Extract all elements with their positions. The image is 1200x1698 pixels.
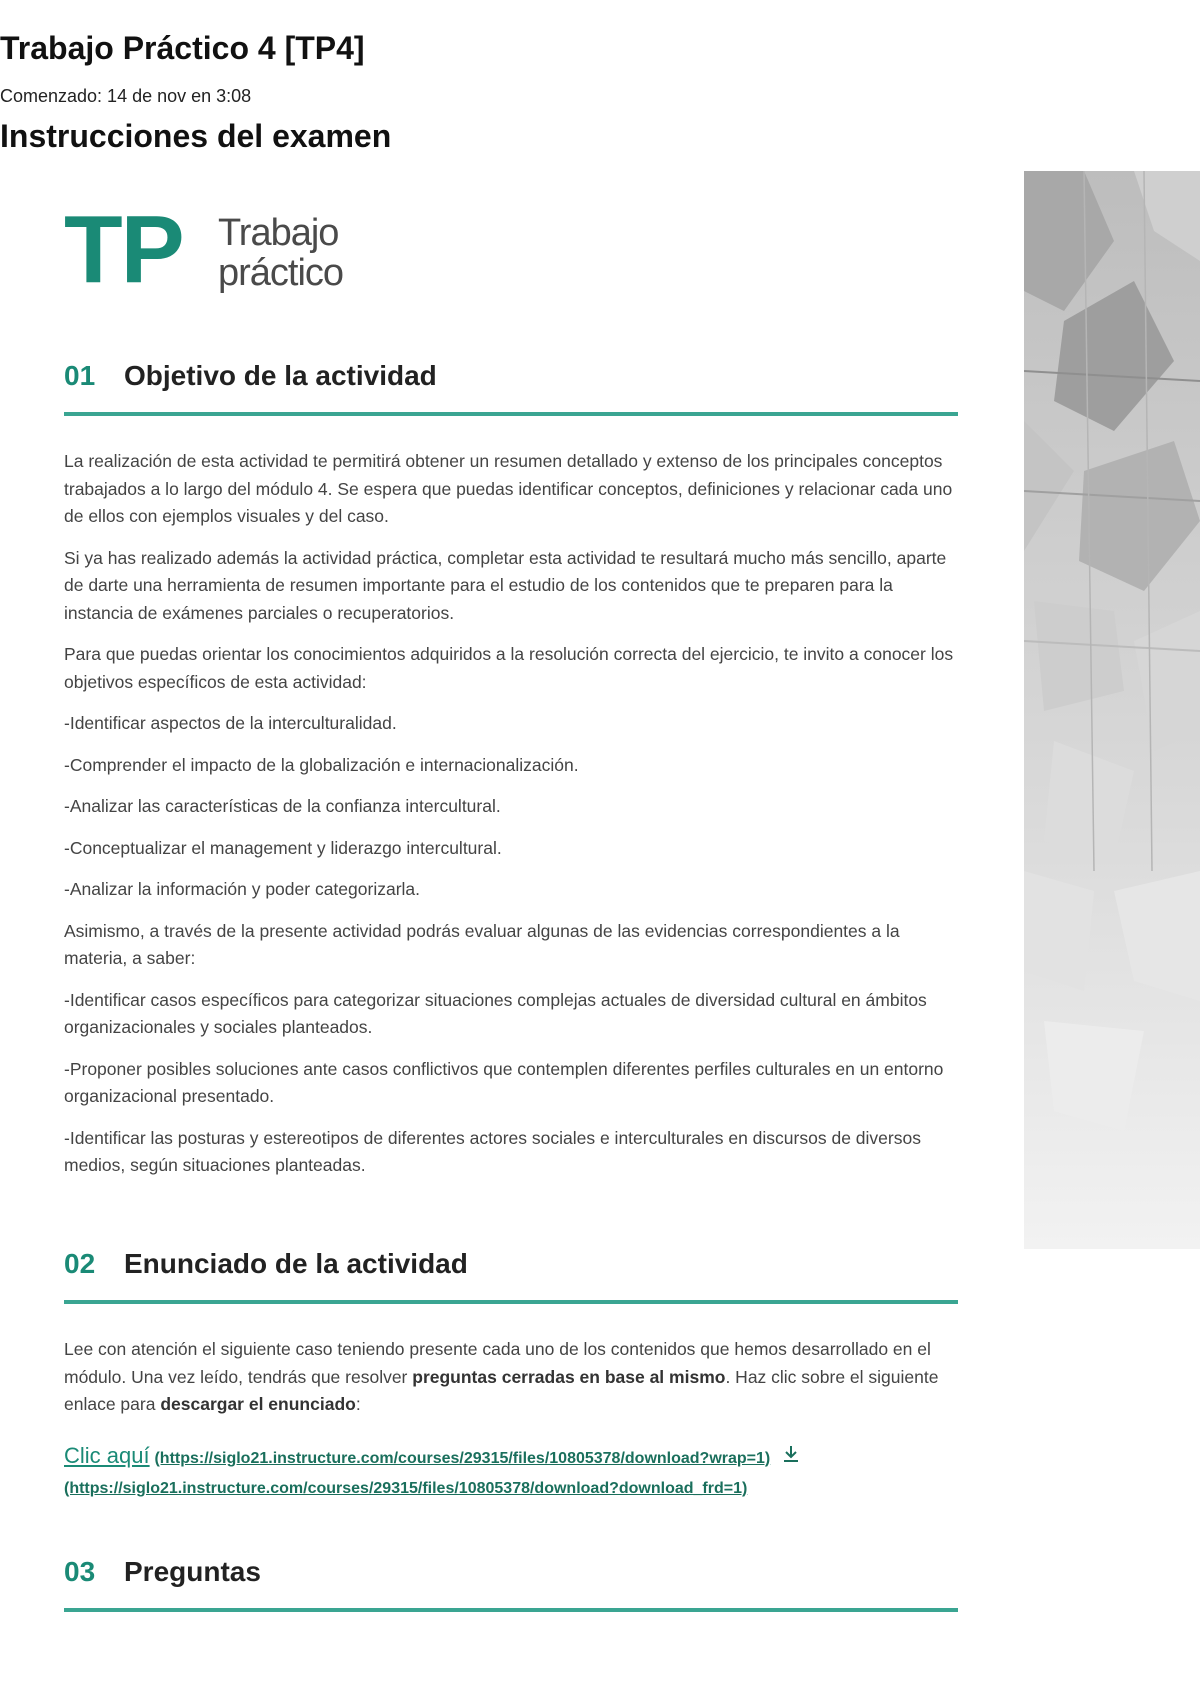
logo-word-line2: práctico xyxy=(218,252,344,294)
objective-goal: -Identificar aspectos de la interculturalidad. xyxy=(64,713,397,733)
logo-word-line1: Trabajo xyxy=(218,212,339,254)
tp-logo xyxy=(64,196,384,303)
download-icon[interactable] xyxy=(781,1443,801,1473)
section-divider xyxy=(64,1608,958,1612)
decorative-architecture-image xyxy=(1024,171,1200,1249)
section-divider xyxy=(64,1300,958,1304)
objective-goal: -Comprender el impacto de la globalización e internacionalización. xyxy=(64,754,579,775)
section-number: 02 xyxy=(64,1248,96,1279)
logo-mark: TP xyxy=(64,196,183,303)
download-frd-link[interactable]: (https://siglo21.instructure.com/courses/29315/files/10805378/download?download_frd=1) xyxy=(64,1479,748,1497)
objective-goal: -Analizar las características de la confianza intercultural. xyxy=(64,796,501,816)
section-statement-header xyxy=(64,1248,958,1304)
statement-bold: preguntas cerradas en base al mismo xyxy=(412,1366,726,1387)
section-number: 01 xyxy=(64,360,96,391)
section-title: Preguntas xyxy=(124,1556,261,1587)
objective-goal: -Analizar la información y poder categorizarla. xyxy=(64,879,420,899)
statement-text: : xyxy=(355,1394,361,1414)
statement-bold: descargar el enunciado xyxy=(160,1394,356,1414)
objective-content xyxy=(64,448,964,1194)
objective-evidence: -Identificar casos específicos para categorizar situaciones complejas actuales de diversidad cultural en ámbitos organizacionales y sociales planteados. xyxy=(64,989,927,1037)
download-link[interactable]: Clic aquí xyxy=(64,1442,150,1468)
section-objective-header xyxy=(64,360,958,416)
statement-text: Lee con atención el siguiente caso teniendo presente cada uno de los contenidos que hemos desarrollado en el módulo. Una vez leído, tendrás que resolver xyxy=(64,1339,931,1387)
statement-paragraph xyxy=(64,1336,964,1419)
download-link-url[interactable]: (https://siglo21.instructure.com/courses/29315/files/10805378/download?wrap=1) xyxy=(154,1449,771,1467)
objective-evidence: -Identificar las posturas y estereotipos de diferentes actores sociales e interculturales en discursos de diversos medios, según situaciones planteadas. xyxy=(64,1127,921,1175)
statement-text: . Haz clic sobre el siguiente enlace para xyxy=(64,1366,939,1414)
objective-paragraph: Si ya has realizado además la actividad práctica, completar esta actividad te resultará mucho más sencillo, aparte de darte una herramienta de resumen importante para el estudio de los contenidos que te preparen para la instancia de exámenes parciales o recuperatorios. xyxy=(64,547,947,623)
section-questions-header xyxy=(64,1556,958,1612)
objective-paragraph: Asimismo, a través de la presente actividad podrás evaluar algunas de las evidencias correspondientes a la materia, a saber: xyxy=(64,920,900,968)
statement-content xyxy=(64,1336,964,1502)
objective-goal: -Conceptualizar el management y liderazgo intercultural. xyxy=(64,837,502,858)
objective-paragraph: Para que puedas orientar los conocimientos adquiridos a la resolución correcta del ejercicio, te invito a conocer los objetivos específicos de esta actividad: xyxy=(64,644,954,692)
section-title: Objetivo de la actividad xyxy=(124,360,437,391)
section-title: Enunciado de la actividad xyxy=(124,1248,468,1279)
started-timestamp: Comenzado: 14 de nov en 3:08 xyxy=(0,86,252,106)
section-divider xyxy=(64,412,958,416)
instructions-heading: Instrucciones del examen xyxy=(0,118,392,154)
section-number: 03 xyxy=(64,1556,96,1587)
page-title: Trabajo Práctico 4 [TP4] xyxy=(0,30,365,66)
objective-paragraph: La realización de esta actividad te permitirá obtener un resumen detallado y extenso de los principales conceptos trabajados a lo largo del módulo 4. Se espera que puedas identificar conceptos, definiciones y relacionar cada uno de ellos con ejemplos visuales y del caso. xyxy=(64,451,953,526)
objective-evidence: -Proponer posibles soluciones ante casos conflictivos que contemplen diferentes perfiles culturales en un entorno organizacional presentado. xyxy=(64,1058,944,1106)
